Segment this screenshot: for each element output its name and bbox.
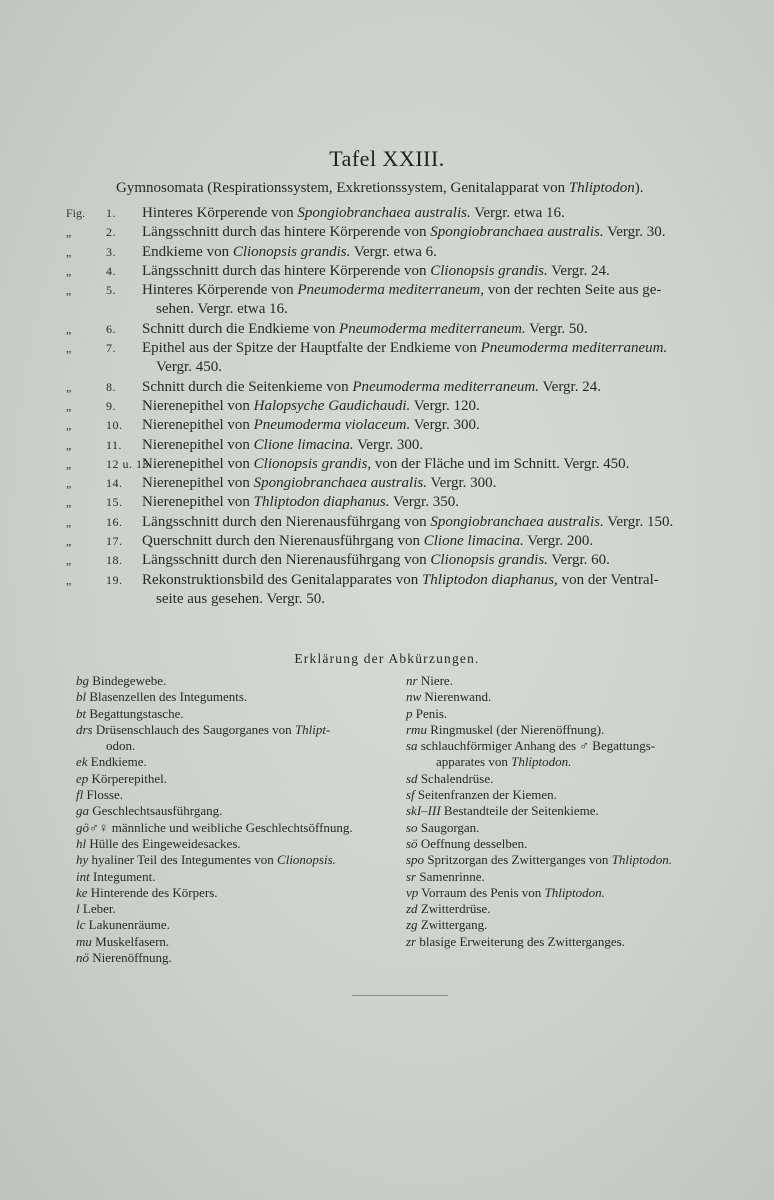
figure-number: 12 u. 13. (106, 456, 153, 471)
figure-number: 16. (106, 514, 123, 529)
caption-text: Vergr. 150. (603, 513, 674, 530)
abbreviation-key: ke (76, 884, 88, 900)
abbreviation-key: sö (406, 835, 418, 851)
abbreviation-entry (76, 754, 396, 770)
abbreviation-key: ek (76, 754, 88, 770)
figure-caption (142, 378, 726, 397)
caption-text: Längsschnitt durch den Nierenausführgang von (142, 552, 431, 569)
figure-caption (142, 262, 726, 281)
caption-text: Nierenepithel von (142, 494, 254, 511)
figure-caption (142, 436, 726, 455)
figure-entry (66, 281, 726, 320)
abbreviation-list-right (406, 673, 736, 950)
figure-caption (142, 551, 726, 570)
abbreviation-entry (406, 917, 736, 933)
figure-label: „ (66, 341, 72, 356)
abbreviation-text: Muskelfasern. (91, 933, 170, 949)
abbreviation-entry (406, 787, 736, 803)
abbreviation-text: Zwittergang. (417, 917, 488, 933)
abbreviation-text: Begattungstasche. (86, 705, 184, 721)
figure-number: 17. (106, 534, 123, 549)
abbreviation-entry (76, 673, 396, 689)
caption-text: Schnitt durch die Seitenkieme von (142, 378, 353, 395)
figure-number: 11. (106, 437, 123, 452)
abbreviation-entry (76, 885, 396, 901)
caption-text: Schnitt durch die Endkieme von (142, 320, 340, 337)
figure-number: 6. (106, 321, 116, 336)
abbreviation-key: mu (76, 933, 92, 949)
genus-name: Thlipt- (294, 721, 331, 737)
genus-name: Thliptodon. (544, 884, 605, 900)
figure-entry (66, 378, 726, 397)
figure-entry (66, 262, 726, 281)
caption-text: Nierenepithel von (142, 417, 254, 434)
figure-caption (142, 532, 726, 551)
figure-caption (142, 204, 726, 223)
subtitle-text: Gymnosomata (Respirationssystem, Exkretionssystem, Genitalapparat von (116, 180, 569, 196)
caption-text: Vergr. 120. (410, 397, 480, 414)
figure-label: Fig. (66, 206, 86, 220)
species-name: Spongiobranchaea australis. (430, 224, 604, 241)
caption-text: Vergr. etwa 6. (350, 243, 437, 260)
species-name: Clionopsis grandis, (253, 455, 372, 472)
abbreviation-key: ep (76, 770, 89, 786)
abbreviation-text: blasige Erweiterung des Zwitterganges. (416, 933, 625, 949)
abbreviation-text: Endkieme. (87, 754, 147, 770)
figure-label: „ (66, 572, 72, 587)
caption-text: Endkieme von (142, 243, 233, 260)
abbreviation-text: schlauchförmiger Anhang des ♂ Begattungs- (417, 738, 656, 754)
abbreviation-text: Integument. (89, 868, 156, 884)
abbreviation-text: Seitenfranzen der Kiemen. (414, 787, 557, 803)
caption-text: Vergr. etwa 16. (470, 205, 565, 221)
figure-list (66, 204, 726, 609)
figure-caption (142, 243, 726, 262)
figure-entry (66, 339, 726, 378)
caption-text: von der rechten Seite aus ge- (484, 282, 662, 299)
abbreviation-text: Zwitterdrüse. (417, 901, 491, 917)
species-name: Clione limacina. (253, 436, 354, 453)
abbreviation-entry (76, 706, 396, 722)
caption-text: Vergr. 24. (547, 262, 610, 279)
caption-text: Nierenepithel von (142, 436, 254, 453)
figure-label: „ (66, 283, 72, 298)
abbreviation-key: l (76, 901, 80, 917)
figure-label: „ (66, 244, 72, 259)
species-name: Pneumoderma mediterraneum, (297, 282, 485, 299)
figure-number: 18. (106, 553, 123, 568)
abbreviation-text: Nierenwand. (421, 689, 492, 705)
abbreviation-list-left (76, 673, 396, 966)
abbreviation-key: gö♂♀ (76, 819, 109, 835)
abbreviation-key: sf (406, 787, 415, 803)
caption-text: von der Ventral- (557, 571, 659, 588)
abbreviation-entry (406, 820, 736, 836)
figure-caption (142, 455, 726, 474)
abbreviation-text: Lakunenräume. (85, 917, 170, 933)
abbreviation-entry (406, 803, 736, 819)
abbreviation-text: männliche und weibliche Geschlechtsöffnung. (108, 819, 353, 835)
caption-text: Längsschnitt durch den Nierenausführgang von (142, 513, 431, 530)
figure-label: „ (66, 476, 72, 491)
figure-entry (66, 493, 726, 512)
abbreviation-text: Samenrinne. (416, 868, 485, 884)
abbreviation-key: sr (406, 868, 417, 884)
figure-label: „ (66, 379, 72, 394)
figure-entry (66, 474, 726, 493)
figure-entry (66, 416, 726, 435)
figure-number: 3. (106, 244, 116, 259)
abbreviation-key: ga (76, 803, 89, 819)
figure-label: „ (66, 437, 72, 452)
caption-text: Vergr. 300. (410, 417, 480, 434)
abbreviation-entry (406, 738, 736, 771)
figure-label: „ (66, 418, 72, 433)
caption-text: Längsschnitt durch das hintere Körperende von (142, 224, 431, 241)
abbreviation-key: zr (406, 933, 417, 949)
figure-number: 8. (106, 379, 116, 394)
caption-text: Vergr. 300. (426, 475, 497, 492)
abbreviation-entry (76, 836, 396, 852)
caption-text: Rekonstruktionsbild des Genitalapparates von (142, 571, 422, 588)
genus-name: Thliptodon. (611, 852, 673, 868)
caption-text: Nierenepithel von (142, 455, 254, 472)
abbreviation-entry (76, 934, 396, 950)
figure-entry (66, 551, 726, 570)
caption-text: Längsschnitt durch das hintere Körperende von (142, 262, 431, 279)
abbreviation-entry (76, 852, 396, 868)
genus-name: Clionopsis. (277, 852, 336, 868)
species-name: Pneumoderma violaceum. (253, 417, 411, 434)
figure-caption (142, 397, 726, 416)
abbreviation-entry (406, 722, 736, 738)
figure-number: 19. (106, 572, 123, 587)
abbreviation-key: bg (76, 673, 89, 688)
figure-label: „ (66, 514, 72, 529)
abbreviation-continuation (436, 754, 736, 770)
abbreviation-entry (406, 836, 736, 852)
abbreviation-entry (406, 869, 736, 885)
species-name: Pneumoderma mediterraneum. (480, 340, 668, 357)
figure-caption (142, 571, 726, 590)
species-name: Halopsyche Gaudichaudi. (253, 397, 411, 414)
abbreviation-key: nw (406, 689, 422, 705)
figure-entry (66, 243, 726, 262)
abbreviation-text: Leber. (79, 901, 116, 917)
caption-text: Vergr. 200. (523, 533, 594, 550)
abbreviation-key: nr (406, 673, 418, 688)
abbreviation-entry (76, 771, 396, 787)
abbreviation-text: Niere. (417, 673, 453, 688)
caption-continuation: seite aus gesehen. Vergr. 50. (156, 590, 325, 607)
caption-text: Hinteres Körperende von (142, 282, 298, 299)
abbreviation-entry (76, 787, 396, 803)
species-name: Thliptodon diaphanus. (253, 494, 390, 511)
caption-continuation: Vergr. 450. (156, 359, 222, 376)
figure-number: 9. (106, 398, 116, 413)
abbreviation-text: Oeffnung desselben. (417, 835, 528, 851)
abbreviation-key: hy (76, 852, 89, 868)
abbreviation-text: Schalendrüse. (417, 770, 494, 786)
figure-caption (142, 320, 726, 339)
abbreviation-entry (76, 869, 396, 885)
caption-text: Querschnitt durch den Nierenausführgang von (142, 533, 424, 550)
species-name: Spongiobranchaea australis. (430, 513, 604, 530)
abbreviation-entry (406, 934, 736, 950)
species-name: Spongiobranchaea australis. (297, 205, 471, 221)
figure-number: 15. (106, 495, 123, 510)
caption-text: Epithel aus der Spitze der Hauptfalte der Endkieme von (142, 340, 481, 357)
species-name: Spongiobranchaea australis. (253, 475, 427, 492)
abbreviation-key: bl (76, 689, 87, 705)
abbreviation-key: so (406, 819, 418, 835)
figure-label: „ (66, 534, 72, 549)
abbreviation-key: int (76, 868, 90, 884)
abbreviation-entry (406, 901, 736, 917)
caption-text: Vergr. 60. (547, 552, 610, 569)
subtitle-genus: Thliptodon (568, 180, 635, 196)
abbreviation-entry (406, 689, 736, 705)
abbreviation-text: Körperepithel. (88, 770, 167, 786)
continuation-text: odon. (106, 738, 136, 754)
abbreviation-entry (76, 901, 396, 917)
figure-entry (66, 571, 726, 610)
caption-text: Vergr. 30. (603, 224, 666, 241)
abbreviation-entry (76, 820, 396, 836)
figure-caption (142, 339, 726, 358)
abbreviation-text: Drüsenschlauch des Saugorganes von (92, 721, 295, 737)
species-name: Thliptodon diaphanus, (421, 571, 558, 588)
caption-text: Nierenepithel von (142, 397, 254, 414)
abbreviation-key: sa (406, 738, 418, 754)
abbreviation-key: p (406, 705, 413, 721)
abbreviation-text: Vorraum des Penis von (418, 884, 545, 900)
divider-rule (352, 995, 448, 996)
figure-entry (66, 532, 726, 551)
figure-caption (142, 281, 726, 300)
abbreviation-text: Hinterende des Körpers. (87, 884, 218, 900)
figure-number: 5. (106, 283, 116, 298)
figure-entry (66, 436, 726, 455)
abbreviation-key: bt (76, 705, 87, 721)
figure-caption (142, 513, 726, 532)
caption-text: Vergr. 24. (539, 378, 601, 395)
figure-label: „ (66, 225, 72, 240)
abbreviation-key: hl (76, 835, 87, 851)
caption-text: Vergr. 300. (353, 436, 424, 453)
figure-label: „ (66, 553, 72, 568)
abbreviation-entry (76, 803, 396, 819)
abbreviation-key: rmu (406, 721, 427, 737)
species-name: Clione limacina. (423, 533, 524, 550)
abbreviation-text: Blasenzellen des Integuments. (86, 689, 248, 705)
abbreviation-key: nö (76, 950, 89, 966)
abbreviation-entry (406, 673, 736, 689)
page-title: Tafel XXIII. (329, 146, 445, 171)
figure-number: 2. (106, 225, 116, 240)
abbreviation-entry (406, 852, 736, 868)
abbreviation-key: skI–III (406, 803, 441, 819)
abbreviation-entry (406, 706, 736, 722)
figure-number: 10. (106, 418, 123, 433)
figure-entry (66, 397, 726, 416)
caption-continuation: sehen. Vergr. etwa 16. (156, 301, 288, 318)
abbreviation-key: spo (406, 852, 425, 868)
abbreviation-text: Nierenöffnung. (89, 950, 172, 966)
abbreviation-key: zd (406, 901, 418, 917)
species-name: Pneumoderma mediterraneum. (352, 378, 540, 395)
figure-entry (66, 204, 726, 223)
abbreviation-text: Geschlechtsausführgang. (89, 803, 223, 819)
figure-number: 4. (106, 263, 116, 278)
abbreviation-text: Saugorgan. (417, 819, 480, 835)
abbreviation-text: hyaliner Teil des Integumentes von (88, 852, 278, 868)
caption-text: Nierenepithel von (142, 475, 254, 492)
figure-label: „ (66, 263, 72, 278)
abbreviation-key: drs (76, 721, 93, 737)
caption-text: von der Fläche und im Schnitt. Vergr. 450. (371, 455, 630, 472)
abbreviation-entry (76, 722, 396, 755)
abbreviation-text: Penis. (412, 705, 448, 721)
abbreviation-entry (406, 771, 736, 787)
genus-name: Thliptodon. (511, 754, 572, 770)
plate-subtitle (116, 180, 716, 197)
figure-caption (142, 416, 726, 435)
abbreviation-entry (406, 885, 736, 901)
figure-caption (142, 474, 726, 493)
figure-entry (66, 223, 726, 242)
abbreviation-continuation (106, 738, 396, 754)
figure-entry (66, 320, 726, 339)
caption-text: Vergr. 350. (389, 494, 459, 511)
figure-number: 1. (106, 206, 116, 220)
abbreviation-entry (76, 917, 396, 933)
subtitle-end: ). (634, 180, 644, 196)
abbreviation-key: vp (406, 884, 419, 900)
abbreviation-key: lc (76, 917, 86, 933)
abbreviation-text: Spritzorgan des Zwitterganges von (424, 852, 612, 868)
species-name: Clionopsis grandis. (430, 552, 548, 569)
figure-number: 14. (106, 476, 123, 491)
species-name: Pneumoderma mediterraneum. (339, 320, 526, 337)
figure-entry (66, 455, 726, 474)
species-name: Clionopsis grandis. (232, 243, 351, 260)
figure-caption (142, 493, 726, 512)
abbreviation-entry (76, 950, 396, 966)
abbreviation-text: Ringmuskel (der Nierenöffnung). (426, 721, 605, 737)
abbreviation-key: zg (406, 917, 418, 933)
caption-text: Vergr. 50. (525, 320, 588, 337)
abbreviation-text: Flosse. (83, 787, 123, 803)
figure-label: „ (66, 398, 72, 413)
abbreviation-text: Hülle des Eingeweidesackes. (86, 835, 241, 851)
figure-number: 7. (106, 341, 116, 356)
figure-caption (142, 223, 726, 242)
continuation-text: apparates von (436, 754, 512, 770)
figure-entry (66, 513, 726, 532)
abbreviation-key: sd (406, 770, 418, 786)
figure-label: „ (66, 456, 72, 471)
abbreviation-entry (76, 689, 396, 705)
caption-text: Hinteres Körperende von (142, 205, 298, 221)
explanation-heading: Erklärung der Abkürzungen. (294, 651, 480, 666)
abbreviation-text: Bindegewebe. (89, 673, 167, 688)
figure-label: „ (66, 495, 72, 510)
figure-label: „ (66, 321, 72, 336)
abbreviation-text: Bestandteile der Seitenkieme. (440, 803, 599, 819)
species-name: Clionopsis grandis. (430, 262, 548, 279)
abbreviation-key: fl (76, 787, 84, 803)
